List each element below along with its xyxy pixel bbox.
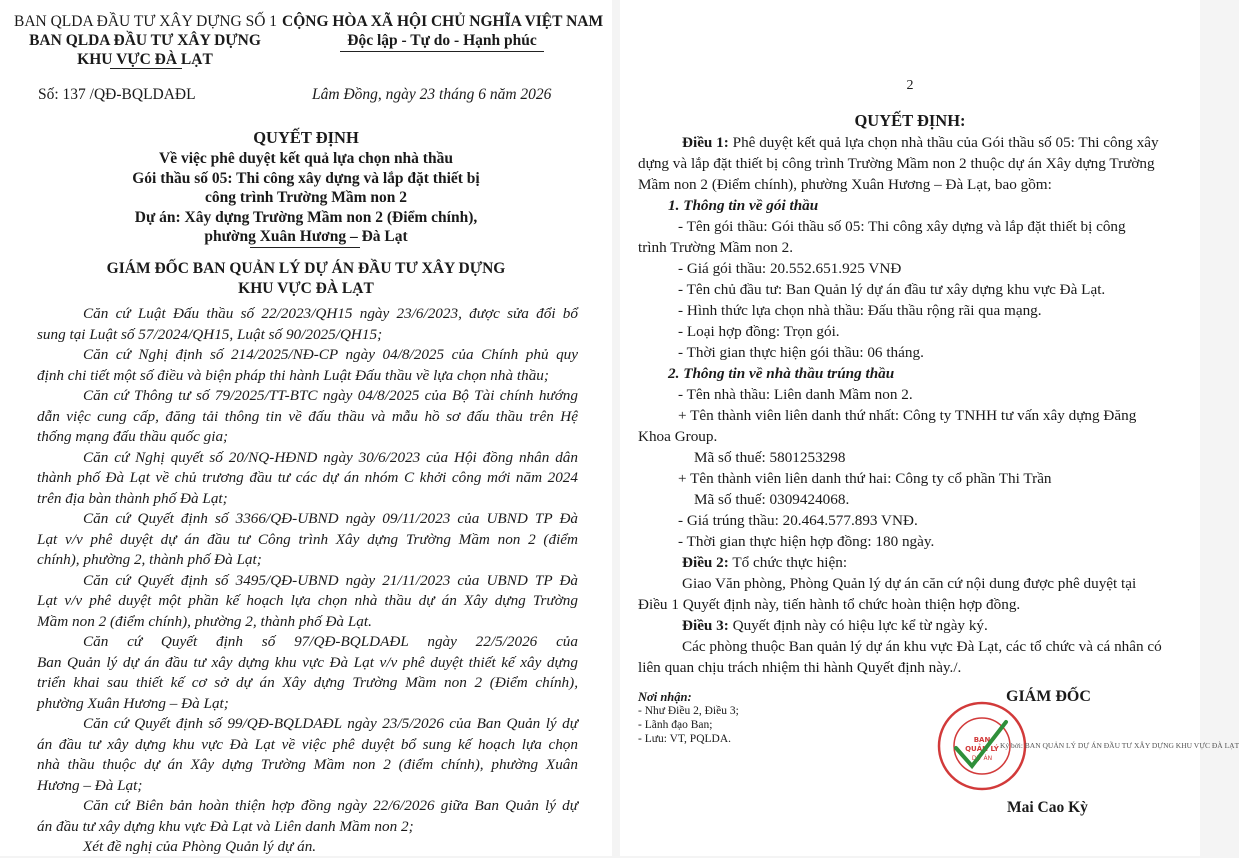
subject-line: phường Xuân Hương – Đà Lạt bbox=[204, 228, 408, 245]
legal-basis-line: Căn cứ Luật Đấu thầu số 22/2023/QH15 ngày 23/6/2023, được sửa đổi bổ bbox=[83, 305, 578, 322]
package-duration: - Thời gian thực hiện gói thầu: 06 tháng. bbox=[678, 344, 924, 361]
signature-stamp-text: Ký bởi: BAN QUẢN LÝ DỰ ÁN ĐẦU TƯ XÂY DỰNG KHU VỰC ĐÀ LẠT bbox=[1000, 741, 1239, 750]
legal-basis-line: Căn cứ Thông tư số 79/2025/TT-BTC ngày 04/8/2025 của Bộ Tài chính hướng bbox=[83, 387, 578, 404]
article-3-body: liên quan chịu trách nhiệm thi hành Quyết định này./. bbox=[638, 659, 962, 676]
legal-basis-line: Căn cứ Biên bản hoàn thiện hợp đồng ngày 22/6/2026 giữa Ban Quản lý dự bbox=[83, 797, 578, 814]
page-2 bbox=[620, 0, 1239, 856]
recipient-item: - Lãnh đạo Ban; bbox=[638, 719, 713, 731]
contract-type: - Loại hợp đồng: Trọn gói. bbox=[678, 323, 840, 340]
legal-basis-line: Ban Quản lý dự án đầu tư xây dựng khu vực Đà Lạt v/v phê duyệt thiết kế xây dựng bbox=[37, 653, 578, 671]
article-2-label: Điều 2: bbox=[682, 554, 729, 571]
article-2-body: Điều 1 Quyết định này, tiến hành tổ chức hoàn thiện hợp đồng. bbox=[638, 596, 1021, 613]
svg-text:DỰ ÁN: DỰ ÁN bbox=[971, 755, 993, 762]
article-2-body: Giao Văn phòng, Phòng Quản lý dự án căn cứ nội dung được phê duyệt tại bbox=[682, 575, 1137, 592]
decision-body bbox=[638, 132, 1174, 678]
article-1-text: Phê duyệt kết quả lựa chọn nhà thầu của Gói thầu số 05: Thi công xây bbox=[728, 134, 1159, 151]
legal-basis-line: Xét đề nghị của Phòng Quản lý dự án. bbox=[83, 838, 317, 855]
investor: - Tên chủ đầu tư: Ban Quản lý dự án đầu tư xây dựng khu vực Đà Lạt. bbox=[678, 281, 1106, 298]
decision-heading: QUYẾT ĐỊNH: bbox=[854, 111, 966, 130]
legal-basis-line: Căn cứ Quyết định số 3495/QĐ-UBND ngày 21/11/2023 của UBND TP Đà bbox=[83, 571, 578, 589]
agency-header bbox=[14, 12, 276, 69]
nation-line-1: CỘNG HÒA XÃ HỘI CHỦ NGHĨA VIỆT NAM bbox=[282, 13, 604, 30]
legal-basis-line: Căn cứ Nghị quyết số 20/NQ-HĐND ngày 30/6/2023 của Hội đồng nhân dân bbox=[83, 448, 578, 466]
authority-line: KHU VỰC ĐÀ LẠT bbox=[238, 280, 374, 297]
legal-basis-line: Căn cứ Quyết định số 97/QĐ-BQLDAĐL ngày 22/5/2026 của bbox=[83, 633, 578, 650]
legal-basis-line: dẫn việc cung cấp, đăng tải thông tin về đấu thầu và mẫu hồ sơ đấu thầu trên Hệ bbox=[37, 407, 578, 425]
member-2: + Tên thành viên liên danh thứ hai: Công ty cổ phần Thi Trần bbox=[678, 470, 1052, 487]
award-price: - Giá trúng thầu: 20.464.577.893 VNĐ. bbox=[678, 512, 918, 529]
legal-basis-line: Lạt v/v phê duyệt một phần kế hoạch lựa chọn nhà thầu dự án Xây dựng Trường bbox=[37, 592, 578, 609]
member-2-tax-code: Mã số thuế: 0309424068. bbox=[694, 491, 850, 508]
agency-line-3: KHU VỰC ĐÀ LẠT bbox=[77, 51, 213, 68]
article-1-label: Điều 1: bbox=[682, 134, 729, 151]
contract-duration: - Thời gian thực hiện hợp đồng: 180 ngày. bbox=[678, 533, 935, 550]
article-1-text: Mầm non 2 (Điểm chính), phường Xuân Hương – Đà Lạt, bao gồm: bbox=[638, 176, 1052, 193]
legal-basis-line: Lạt v/v phê duyệt dự án đầu tư Công trình Xây dựng Trường Mầm non 2 (điểm bbox=[37, 530, 578, 548]
member-1: Khoa Group. bbox=[638, 428, 718, 445]
legal-basis-line: Căn cứ Nghị định số 214/2025/NĐ-CP ngày 04/8/2025 của Chính phủ quy bbox=[83, 346, 578, 363]
decision-title: QUYẾT ĐỊNH bbox=[253, 128, 359, 147]
nation-header bbox=[282, 12, 602, 50]
article-3-body: Các phòng thuộc Ban quản lý dự án khu vực Đà Lạt, các tổ chức và cá nhân có bbox=[682, 638, 1162, 655]
package-price: - Giá gói thầu: 20.552.651.925 VNĐ bbox=[678, 260, 902, 277]
legal-basis-line: Căn cứ Quyết định số 99/QĐ-BQLDAĐL ngày 23/5/2026 của Ban Quản lý dự bbox=[83, 715, 578, 732]
recipient-item: - Lưu: VT, PQLDA. bbox=[638, 733, 732, 745]
article-1-text: dựng và lắp đặt thiết bị công trình Trường Mầm non 2 thuộc dự án Xây dựng Trường bbox=[638, 155, 1155, 172]
agency-line-1: BAN QLDA ĐẦU TƯ XÂY DỰNG SỐ 1 bbox=[14, 13, 278, 30]
legal-basis-line: án đầu tư xây dựng khu vực Đà Lạt về việc phê duyệt bổ sung kế hoạch lựa chọn bbox=[37, 735, 578, 753]
legal-basis-line: Căn cứ Quyết định số 3366/QĐ-UBND ngày 09/11/2023 của UBND TP Đà bbox=[83, 510, 578, 527]
package-name: - Tên gói thầu: Gói thầu số 05: Thi công xây dựng và lắp đặt thiết bị công bbox=[678, 218, 1126, 235]
recipients-block bbox=[638, 690, 739, 746]
recipients-title: Nơi nhận: bbox=[638, 690, 692, 704]
page-number: 2 bbox=[906, 78, 914, 93]
package-name: trình Trường Mầm non 2. bbox=[638, 239, 794, 256]
legal-basis-line: định chi tiết một số điều và biện pháp thi hành Luật Đấu thầu về lựa chọn nhà thầu; bbox=[37, 366, 549, 384]
place-date: Lâm Đồng, ngày 23 tháng 6 năm 2026 bbox=[312, 86, 552, 103]
legal-basis-line: phường Xuân Hương – Đà Lạt; bbox=[37, 694, 229, 712]
subject-line: công trình Trường Mầm non 2 bbox=[204, 189, 408, 206]
signer-title: GIÁM ĐỐC bbox=[1006, 688, 1091, 705]
legal-basis-line: Mầm non 2 (điểm chính), phường 2, thành phố Đà Lạt. bbox=[37, 612, 372, 630]
authority-heading bbox=[0, 259, 612, 299]
member-1-tax-code: Mã số thuế: 5801253298 bbox=[694, 449, 846, 466]
authority-line: GIÁM ĐỐC BAN QUẢN LÝ DỰ ÁN ĐẦU TƯ XÂY DỰNG bbox=[106, 260, 506, 277]
legal-basis-line: thành phố Đà Lạt về chủ trương đầu tư các dự án nhóm C khởi công mới năm 2024 bbox=[37, 469, 578, 486]
svg-text:BAN: BAN bbox=[973, 736, 991, 744]
digital-signature-stamp bbox=[1000, 741, 1239, 751]
legal-basis-line: nhà thầu thuộc dự án Xây dựng Trường Mầm non 2 (điểm chính), phường Xuân bbox=[37, 756, 578, 773]
legal-basis-line: Hương – Đà Lạt; bbox=[37, 776, 143, 794]
selection-method: - Hình thức lựa chọn nhà thầu: Đấu thầu rộng rãi qua mạng. bbox=[678, 302, 1042, 319]
subject-underline bbox=[250, 247, 360, 248]
article-2-text: Tổ chức thực hiện: bbox=[728, 554, 848, 571]
motto-underline bbox=[340, 51, 544, 52]
legal-basis-line: án đầu tư xây dựng khu vực Đà Lạt và Liên danh Mầm non 2; bbox=[37, 817, 414, 835]
page-1 bbox=[0, 0, 612, 856]
subject-line: Dự án: Xây dựng Trường Mầm non 2 (Điểm chính), bbox=[134, 208, 478, 226]
article-3-label: Điều 3: bbox=[682, 617, 729, 634]
legal-basis-line: thống mạng đấu thầu quốc gia; bbox=[37, 428, 229, 445]
legal-basis-line: sung tại Luật số 57/2024/QH15, Luật số 90/2025/QH15; bbox=[37, 325, 383, 343]
article-3-text: Quyết định này có hiệu lực kể từ ngày ký. bbox=[728, 617, 988, 634]
subject-line: Gói thầu số 05: Thi công xây dựng và lắp đặt thiết bị bbox=[132, 169, 480, 187]
agency-line-2: BAN QLDA ĐẦU TƯ XÂY DỰNG bbox=[29, 32, 261, 49]
section-1-heading: 1. Thông tin về gói thầu bbox=[668, 197, 819, 214]
document-number: Số: 137 /QĐ-BQLDAĐL bbox=[38, 86, 196, 103]
svg-text:QUẢN LÝ: QUẢN LÝ bbox=[965, 745, 999, 753]
legal-bases bbox=[37, 304, 578, 858]
agency-underline bbox=[110, 68, 182, 69]
legal-basis-line: triển khai sau thiết kế cơ sở dự án Xây dựng Trường Mầm non 2 (Điểm chính), bbox=[37, 674, 578, 691]
legal-basis-line: trên địa bàn thành phố Đà Lạt; bbox=[37, 489, 228, 507]
contractor-name: - Tên nhà thầu: Liên danh Mầm non 2. bbox=[678, 386, 913, 403]
recipient-item: - Như Điều 2, Điều 3; bbox=[638, 705, 739, 717]
signer-name: Mai Cao Kỳ bbox=[1007, 799, 1088, 816]
subject-line: Về việc phê duyệt kết quả lựa chọn nhà thầu bbox=[159, 150, 453, 167]
member-1: + Tên thành viên liên danh thứ nhất: Công ty TNHH tư vấn xây dựng Đăng bbox=[678, 407, 1137, 424]
legal-basis-line: chính), phường 2, thành phố Đà Lạt; bbox=[37, 551, 262, 568]
nation-line-2: Độc lập - Tự do - Hạnh phúc bbox=[347, 32, 537, 49]
section-2-heading: 2. Thông tin về nhà thầu trúng thầu bbox=[668, 365, 895, 382]
decision-subject bbox=[0, 149, 612, 247]
